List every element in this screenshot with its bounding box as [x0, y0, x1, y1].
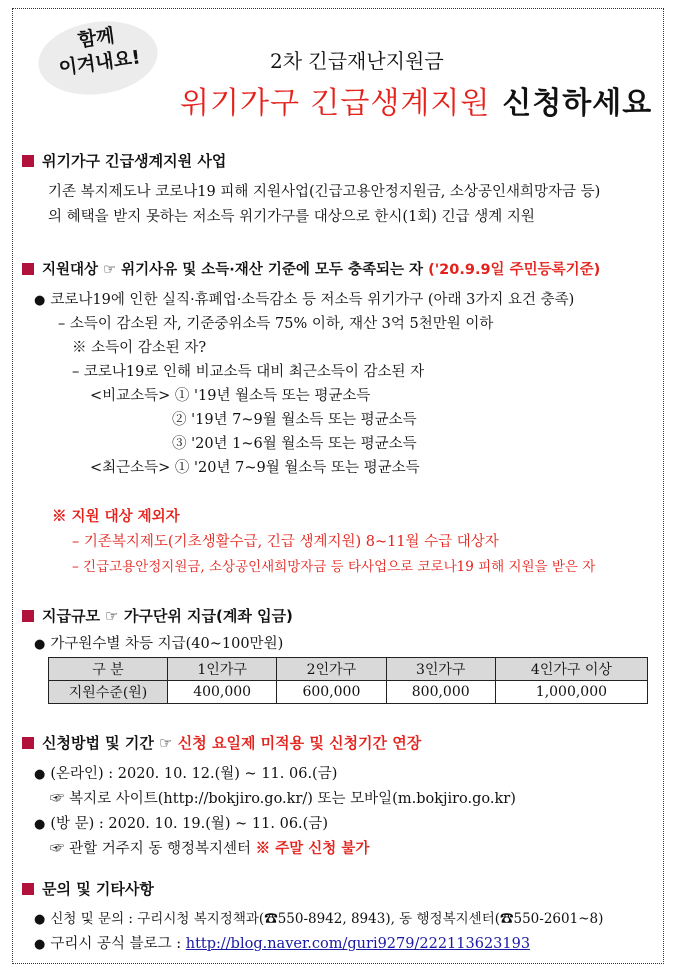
business-desc-2: 의 혜택을 받지 못하는 저소득 위기가구를 대상으로 한시(1회) 긴급 생계 지원 — [48, 209, 535, 225]
square-bullet-icon — [22, 610, 34, 622]
target-line-3: ※ 소득이 감소된 자? — [72, 340, 207, 356]
section-apply-highlight: 신청 요일제 미적용 및 신청기간 연장 — [177, 734, 422, 752]
table-header-row — [49, 658, 648, 681]
bullet-icon: ● — [34, 767, 46, 782]
table-cell: 600,000 — [277, 681, 386, 704]
section-contact-title — [22, 878, 154, 899]
table-cell: 1,000,000 — [495, 681, 647, 704]
exclusion-line-1: – 기존복지제도(기초생활수급, 긴급 생계지원) 8~11월 수급 대상자 — [72, 534, 499, 550]
apply-visit — [34, 812, 328, 833]
header-subtitle: 2차 긴급재난지원금 — [270, 49, 444, 73]
bullet-icon: ● — [34, 637, 46, 652]
table-row — [49, 681, 648, 704]
section-payment-title — [22, 605, 293, 626]
target-line-1 — [34, 288, 574, 309]
bullet-icon: ● — [34, 937, 46, 952]
apply-online-site: ☞ 복지로 사이트(http://bokjiro.go.kr/) 또는 모바일(m.bokjiro.go.kr) — [50, 791, 516, 807]
section-contact-title-text: 문의 및 기타사항 — [42, 880, 154, 898]
apply-online — [34, 762, 337, 783]
table-cell: 1인가구 — [168, 658, 277, 681]
section-target-date: ('20.9.9일 주민등록기준) — [428, 262, 601, 278]
apply-online-text: (온라인) : 2020. 10. 12.(월) ~ 11. 06.(금) — [50, 766, 338, 782]
blog-line — [34, 932, 530, 953]
square-bullet-icon — [22, 883, 34, 895]
apply-visit-center — [50, 837, 369, 858]
header-title-red: 위기가구 긴급생계지원 — [180, 86, 491, 121]
target-line-8: <최근소득> ① '20년 7~9월 월소득 또는 평균소득 — [90, 460, 420, 476]
exclusion-line-2: – 긴급고용안정지원금, 소상공인새희망자금 등 타사업으로 코로나19 피해 지원을 받은 자 — [72, 559, 596, 575]
target-line-4: – 코로나19로 인해 비교소득 대비 최근소득이 감소된 자 — [72, 364, 425, 380]
weekend-notice: ※ 주말 신청 불가 — [255, 840, 370, 857]
section-target-title — [22, 258, 600, 279]
section-apply-title-text: 신청방법 및 기간 ☞ — [42, 734, 178, 752]
target-line-5: <비교소득> ① '19년 월소득 또는 평균소득 — [90, 388, 371, 404]
table-cell: 800,000 — [386, 681, 495, 704]
target-line-1-text: 코로나19에 인한 실직·휴폐업·소득감소 등 저소득 위기가구 (아래 3가지 요건 충족) — [50, 292, 575, 308]
table-cell: 지원수준(원) — [49, 681, 168, 704]
target-line-6: ② '19년 7~9월 월소득 또는 평균소득 — [172, 412, 417, 428]
header-title — [180, 78, 652, 122]
logo-line1: 함께 — [76, 24, 116, 52]
section-payment-title-text: 지급규모 ☞ 가구단위 지급(계좌 입금) — [42, 607, 293, 625]
square-bullet-icon — [22, 155, 34, 167]
business-desc-1: 기존 복지제도나 코로나19 피해 지원사업(긴급고용안정지원금, 소상공인새희망자금 등) — [48, 184, 601, 200]
bullet-icon: ● — [34, 817, 46, 832]
payment-line-1 — [34, 632, 283, 653]
table-cell: 4인가구 이상 — [495, 658, 647, 681]
table-cell: 구 분 — [49, 658, 168, 681]
contact-line — [34, 907, 603, 927]
payment-table — [48, 657, 648, 704]
section-business-title — [22, 150, 226, 171]
bullet-icon: ● — [34, 912, 46, 927]
contact-line-text: 신청 및 문의 : 구리시청 복지정책과(☎550-8942, 8943), 동 행정복지센터(☎550-2601~8) — [50, 911, 604, 927]
section-apply-title — [22, 732, 421, 753]
payment-line-1-text: 가구원수별 차등 지급(40~100만원) — [50, 636, 284, 652]
blog-label: 구리시 공식 블로그 : — [50, 936, 186, 952]
logo-line2: 이겨내요! — [57, 46, 142, 80]
section-business-title-text: 위기가구 긴급생계지원 사업 — [42, 152, 227, 170]
exclusion-title: ※ 지원 대상 제외자 — [52, 508, 180, 525]
square-bullet-icon — [22, 263, 34, 275]
table-cell: 2인가구 — [277, 658, 386, 681]
table-cell: 3인가구 — [386, 658, 495, 681]
apply-visit-text: (방 문) : 2020. 10. 19.(월) ~ 11. 06.(금) — [50, 816, 328, 832]
blog-link[interactable]: http://blog.naver.com/guri9279/222113623193 — [185, 936, 531, 952]
header-title-black: 신청하세요 — [502, 86, 653, 121]
bullet-icon: ● — [34, 293, 46, 308]
apply-visit-center-text: ☞ 관할 거주지 동 행정복지센터 — [50, 841, 256, 857]
section-target-title-text: 지원대상 ☞ 위기사유 및 소득·재산 기준에 모두 충족되는 자 — [42, 262, 429, 278]
target-line-2: – 소득이 감소된 자, 기준중위소득 75% 이하, 재산 3억 5천만원 이하 — [58, 316, 494, 332]
square-bullet-icon — [22, 737, 34, 749]
target-line-7: ③ '20년 1~6월 월소득 또는 평균소득 — [172, 436, 417, 452]
table-cell: 400,000 — [168, 681, 277, 704]
